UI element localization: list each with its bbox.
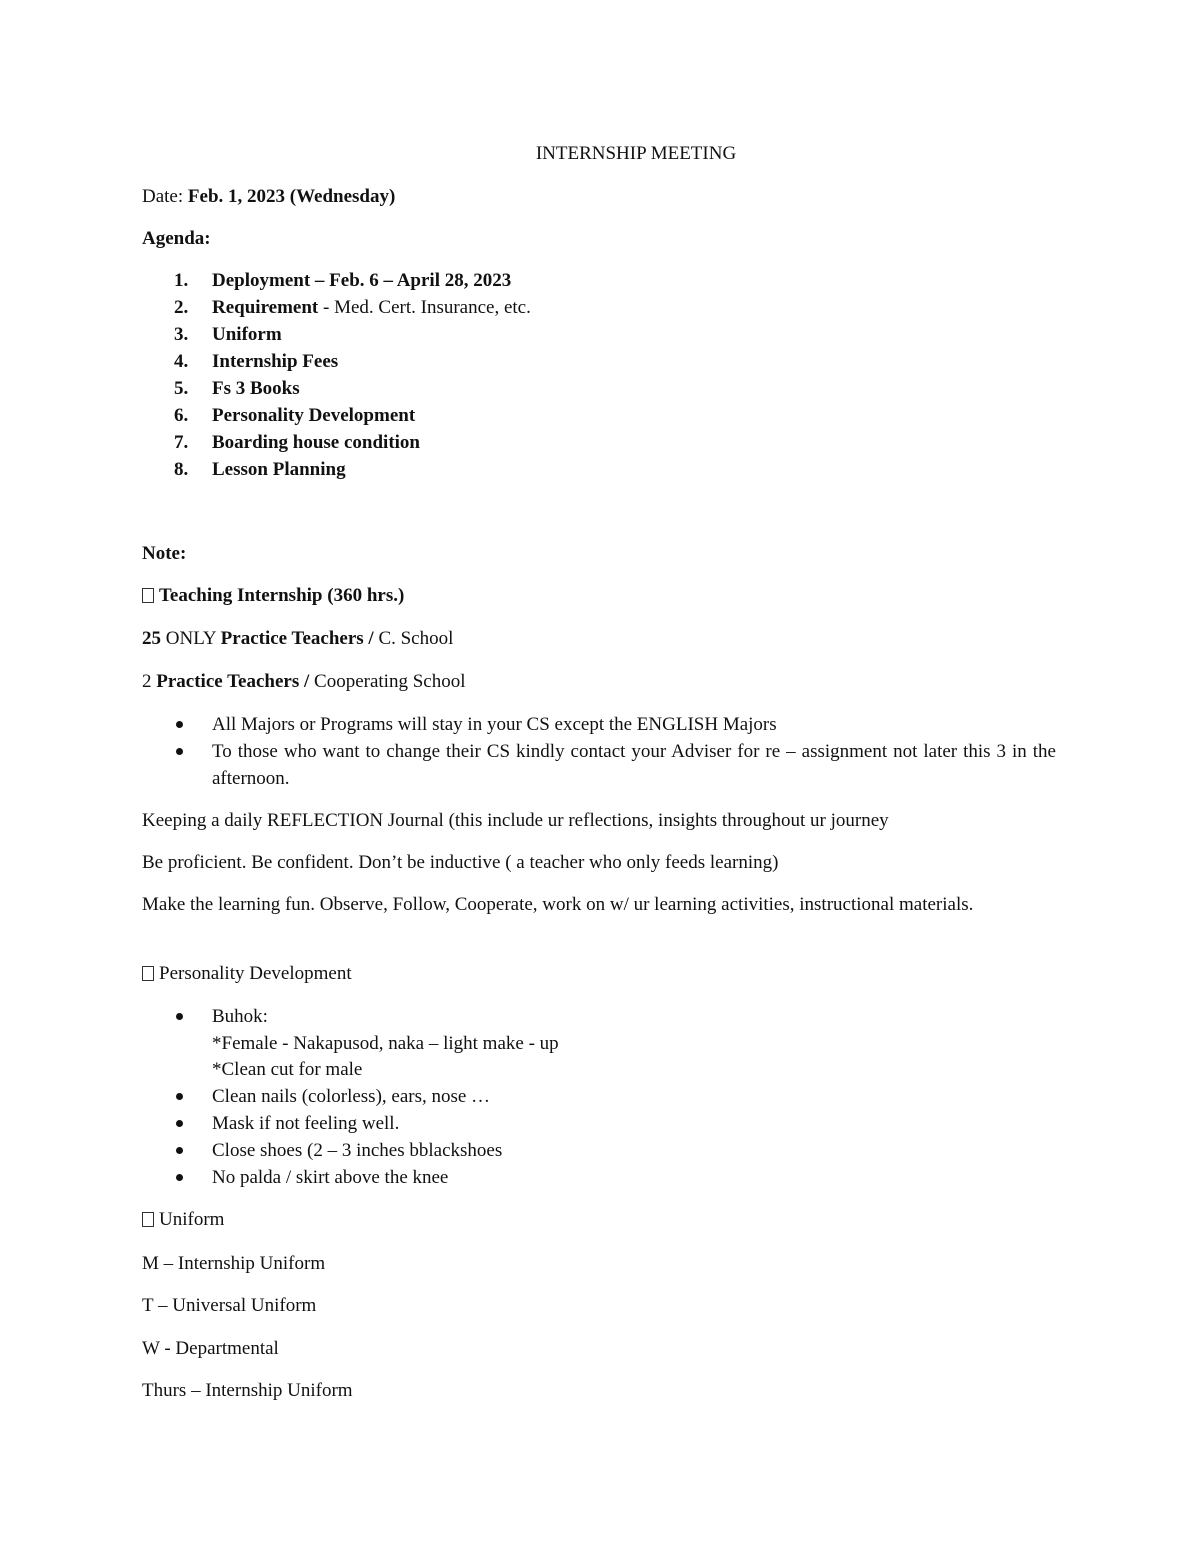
- uniform-day: M – Internship Uniform: [142, 1253, 326, 1274]
- agenda-num: 8.: [174, 459, 189, 480]
- practice-teachers-2: 2 Practice Teachers / Cooperating School: [142, 671, 466, 692]
- teaching-heading: Teaching Internship (360 hrs.): [142, 585, 404, 607]
- list-item: Clean nails (colorless), ears, nose …: [212, 1086, 491, 1107]
- bullet-icon: [176, 1147, 183, 1154]
- list-item: No palda / skirt above the knee: [212, 1167, 449, 1188]
- uniform-heading: Uniform: [142, 1209, 224, 1231]
- uniform-day: T – Universal Uniform: [142, 1295, 317, 1316]
- bullet-icon: [176, 1013, 183, 1020]
- agenda-item: Requirement - Med. Cert. Insurance, etc.: [212, 297, 531, 318]
- agenda-num: 6.: [174, 405, 189, 426]
- agenda-item: Lesson Planning: [212, 459, 346, 480]
- paragraph-proficient: Be proficient. Be confident. Don’t be inductive ( a teacher who only feeds learning): [142, 852, 779, 873]
- agenda-heading: Agenda:: [142, 228, 211, 249]
- note-heading: Note:: [142, 543, 187, 564]
- bullet-icon: [176, 721, 183, 728]
- bullet-icon: [176, 1120, 183, 1127]
- agenda-item: Internship Fees: [212, 351, 339, 372]
- list-item: Close shoes (2 – 3 inches bblackshoes: [212, 1140, 503, 1161]
- checkbox-glyph-icon: [142, 1212, 154, 1227]
- date-label: Date:: [142, 186, 184, 207]
- bullet-icon: [176, 1174, 183, 1181]
- date-line: [142, 186, 395, 208]
- list-item: To those who want to change their CS kindly contact your Adviser for re – assignment not later this 3 in the afternoon.: [212, 741, 1056, 789]
- agenda-item: Fs 3 Books: [212, 378, 300, 399]
- page-title: INTERNSHIP MEETING: [535, 143, 737, 164]
- paragraph-fun: Make the learning fun. Observe, Follow, Cooperate, work on w/ ur learning activities, instructional materials.: [142, 894, 974, 915]
- agenda-item: Deployment – Feb. 6 – April 28, 2023: [212, 270, 512, 291]
- agenda-num: 7.: [174, 432, 189, 453]
- practice-teachers-25: 25 ONLY Practice Teachers / C. School: [142, 628, 454, 649]
- agenda-item: Uniform: [212, 324, 282, 345]
- bullet-icon: [176, 1093, 183, 1100]
- agenda-item: Boarding house condition: [212, 432, 420, 453]
- agenda-num: 4.: [174, 351, 189, 372]
- list-item: Mask if not feeling well.: [212, 1113, 400, 1134]
- agenda-num: 2.: [174, 297, 189, 318]
- agenda-num: 1.: [174, 270, 189, 291]
- personality-heading: Personality Development: [142, 963, 352, 985]
- agenda-num: 3.: [174, 324, 189, 345]
- list-item: All Majors or Programs will stay in your CS except the ENGLISH Majors: [212, 714, 777, 735]
- list-item-sub: *Clean cut for male: [212, 1059, 363, 1080]
- list-item-sub: *Female - Nakapusod, naka – light make - up: [212, 1033, 559, 1054]
- uniform-day: W - Departmental: [142, 1338, 279, 1359]
- date-value: Feb. 1, 2023 (Wednesday): [187, 186, 396, 207]
- agenda-num: 5.: [174, 378, 189, 399]
- paragraph-reflection: Keeping a daily REFLECTION Journal (this include ur reflections, insights throughout ur journey: [142, 810, 889, 831]
- checkbox-glyph-icon: [142, 966, 154, 981]
- bullet-icon: [176, 748, 183, 755]
- agenda-item: Personality Development: [212, 405, 416, 426]
- list-item: Buhok:: [212, 1006, 268, 1027]
- uniform-day: Thurs – Internship Uniform: [142, 1380, 353, 1401]
- checkbox-glyph-icon: [142, 588, 154, 603]
